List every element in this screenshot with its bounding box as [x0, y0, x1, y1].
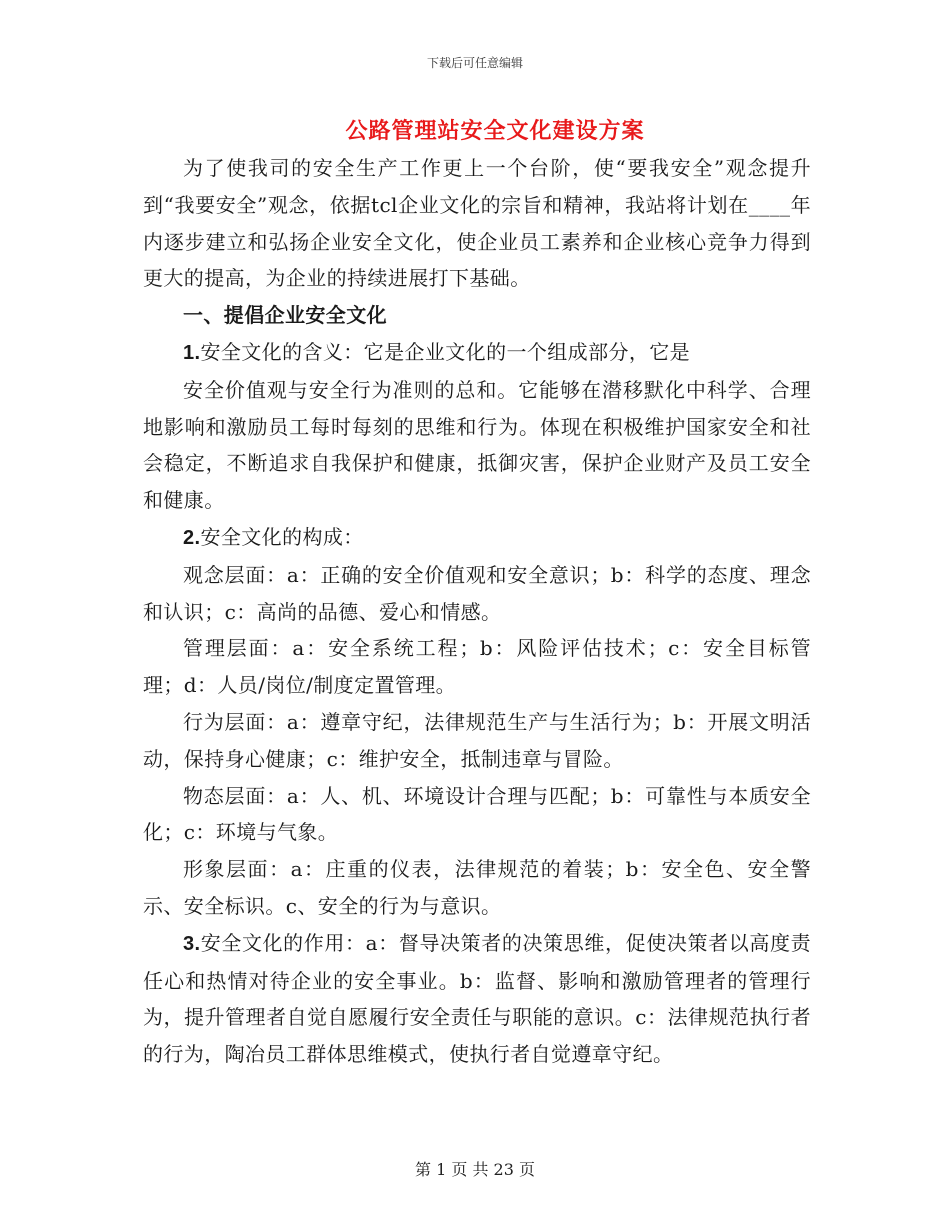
item-1-text: 安全文化的含义：它是企业文化的一个组成部分，它是: [200, 339, 691, 364]
layer-image: 形象层面：a：庄重的仪表，法律规范的着装；b：安全色、安全警示、安全标识。c、安全的行为与意识。: [143, 857, 811, 918]
item-3-text: 安全文化的作用：a：督导决策者的决策思维，促使决策者以高度责任心和热情对待企业的安全事业。b：监督、影响和激励管理者的管理行为，提升管理者自觉自愿履行安全责任与职能的意识。c：法律规范执行者的行为，陶冶员工群体思维模式，使执行者自觉遵章守纪。: [143, 930, 811, 1067]
item-1-continuation: 安全价值观与安全行为准则的总和。它能够在潜移默化中科学、合理地影响和激励员工每时每刻的思维和行为。体现在积极维护国家安全和社会稳定，不断追求自我保护和健康，抵御灾害，保护企业财产及员工安全和健康。: [143, 377, 811, 513]
layer-concept: 观念层面：a：正确的安全价值观和安全意识；b：科学的态度、理念和认识；c：高尚的品德、爱心和情感。: [143, 562, 811, 624]
item-2: [143, 519, 811, 557]
item-number: 2.: [183, 526, 201, 549]
layer-physical: 物态层面：a：人、机、环境设计合理与匹配；b：可靠性与本质安全化；c：环境与气象。: [143, 783, 811, 845]
item-3: [143, 925, 811, 1073]
item-2-text: 安全文化的构成：: [200, 524, 364, 549]
item-1-first-line: [143, 334, 811, 372]
layer-behavior: 行为层面：a：遵章守纪，法律规范生产与生活行为；b：开展文明活动，保持身心健康；c：维护安全，抵制违章与冒险。: [143, 709, 811, 771]
item-number: 1.: [183, 341, 201, 364]
intro-paragraph: 为了使我司的安全生产工作更上一个台阶，使“要我安全”观念提升到“我要安全”观念，依据tcl企业文化的宗旨和精神，我站将计划在____年内逐步建立和弘扬企业安全文化，使企业员工素养和企业核心竞争力得到更大的提高，为企业的持续进展打下基础。: [143, 156, 811, 291]
page-header: 下载后可任意编辑: [426, 56, 523, 70]
layer-management: 管理层面：a：安全系统工程；b：风险评估技术；c：安全目标管理；d：人员/岗位/制度定置管理。: [143, 636, 811, 698]
document-body: [143, 150, 811, 1073]
page-footer: 第 1 页 共 23 页: [415, 1160, 535, 1179]
section-heading: 一、提倡企业安全文化: [183, 303, 387, 328]
item-number: 3.: [183, 932, 201, 955]
document-title: 公路管理站安全文化建设方案: [345, 118, 645, 144]
